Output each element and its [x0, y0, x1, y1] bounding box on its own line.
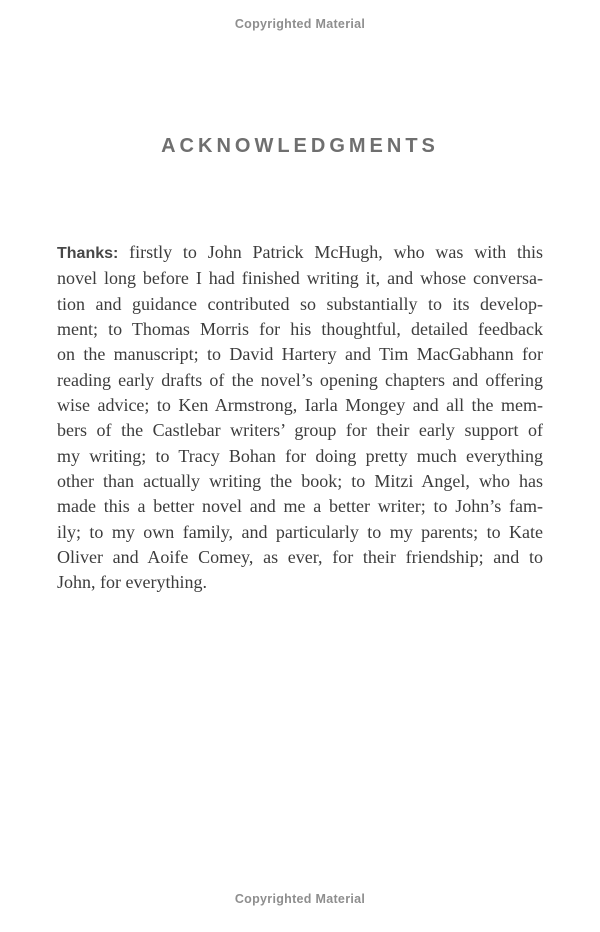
- body-line-text: firstly to John Patrick McHugh, who was with this: [129, 242, 543, 262]
- page-title: ACKNOWLEDGMENTS: [161, 135, 439, 157]
- body-line: Oliver and Aoife Comey, as ever, for their friendship; and to: [57, 547, 543, 568]
- body-line: wise advice; to Ken Armstrong, Iarla Mongey and all the mem-: [57, 395, 543, 416]
- body-line: bers of the Castlebar writers’ group for their early support of: [57, 420, 543, 441]
- body-line: ily; to my own family, and particularly to my parents; to Kate: [57, 521, 543, 542]
- body-line: made this a better novel and me a better writer; to John’s fam-: [57, 496, 543, 517]
- body-line: reading early drafts of the novel’s opening chapters and offering: [57, 369, 543, 390]
- thanks-lead-label: Thanks:: [57, 245, 119, 262]
- body-line: my writing; to Tracy Bohan for doing pretty much everything: [57, 445, 543, 466]
- body-line: ment; to Thomas Morris for his thoughtful, detailed feedback: [57, 319, 543, 340]
- body-line: tion and guidance contributed so substantially to its develop-: [57, 293, 543, 314]
- body-line: on the manuscript; to David Hartery and Tim MacGabhann for: [57, 344, 543, 365]
- body-line: [57, 240, 543, 266]
- copyright-notice-top: Copyrighted Material: [234, 17, 366, 31]
- body-line: novel long before I had finished writing it, and whose conversa-: [57, 268, 543, 289]
- body-line: other than actually writing the book; to Mitzi Angel, who has: [57, 471, 543, 492]
- acknowledgments-paragraph: [57, 240, 543, 596]
- copyright-notice-bottom: Copyrighted Material: [234, 892, 366, 906]
- body-line: John, for everything.: [57, 572, 207, 593]
